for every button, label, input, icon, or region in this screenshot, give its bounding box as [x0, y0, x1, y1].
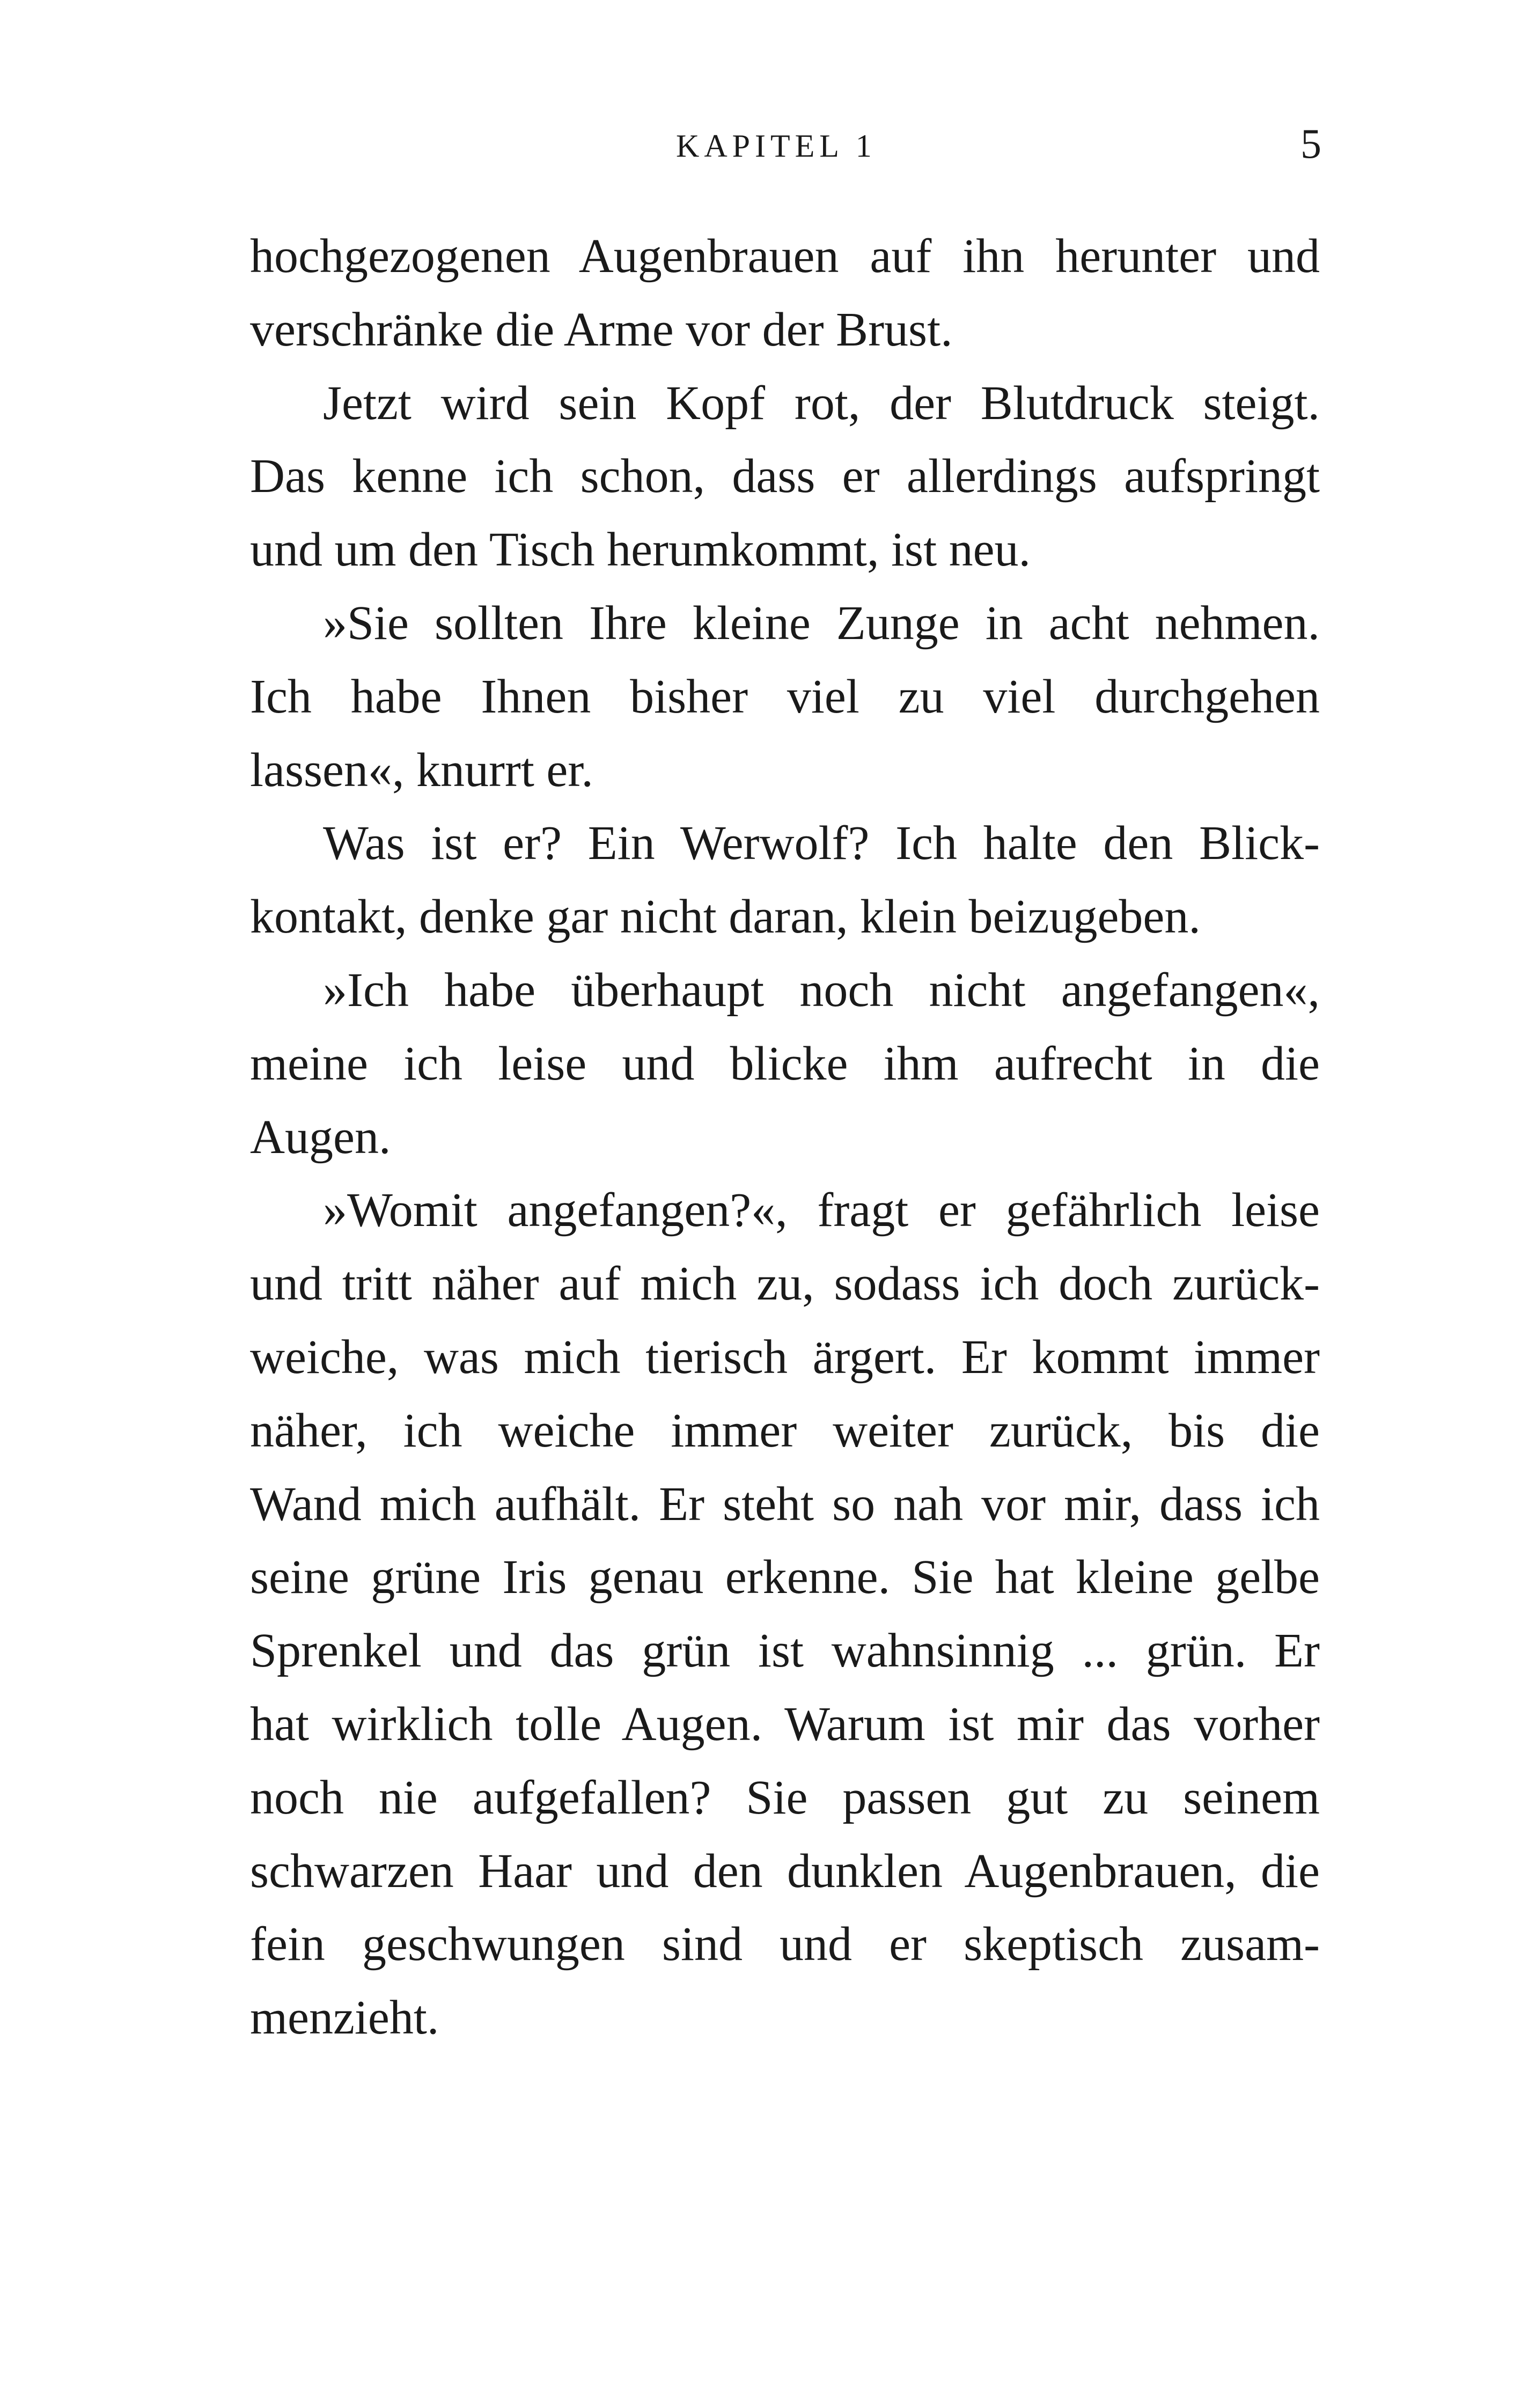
text-line: seine grüne Iris genau erkenne. Sie hat kleine gelbe [250, 1551, 1320, 1604]
text-line: schwarzen Haar und den dunklen Augenbrauen, die [250, 1844, 1320, 1898]
running-head-title: KAPITEL 1 [676, 128, 877, 164]
text-line: hochgezogenen Augenbrauen auf ihn herunter und [250, 230, 1320, 283]
body-text [250, 220, 1320, 2055]
paragraph [250, 1174, 1320, 2055]
text-line: lassen«, knurrt er. [250, 743, 593, 797]
text-line: »Womit angefangen?«, fragt er gefährlich leise [323, 1184, 1320, 1237]
text-line: noch nie aufgefallen? Sie passen gut zu seinem [250, 1771, 1320, 1824]
text-line: meine ich leise und blicke ihm aufrecht in die [250, 1037, 1320, 1090]
text-line: Ich habe Ihnen bisher viel zu viel durchgehen [250, 670, 1320, 723]
text-line: und um den Tisch herumkommt, ist neu. [250, 523, 1031, 577]
paragraph [250, 807, 1320, 954]
text-line: Das kenne ich schon, dass er allerdings aufspringt [250, 450, 1320, 503]
paragraph [250, 587, 1320, 807]
text-line: »Sie sollten Ihre kleine Zunge in acht nehmen. [323, 596, 1320, 650]
text-line: hat wirklich tolle Augen. Warum ist mir das vorher [250, 1697, 1320, 1751]
text-line: Wand mich aufhält. Er steht so nah vor mir, dass ich [250, 1477, 1320, 1531]
text-line: Was ist er? Ein Werwolf? Ich halte den Blick- [323, 817, 1320, 870]
text-line: verschränke die Arme vor der Brust. [250, 303, 953, 356]
text-line: »Ich habe überhaupt noch nicht angefangen«, [323, 963, 1320, 1017]
text-line: Jetzt wird sein Kopf rot, der Blutdruck steigt. [323, 376, 1320, 430]
text-line: kontakt, denke gar nicht daran, klein beizugeben. [250, 890, 1201, 944]
text-line: weiche, was mich tierisch ärgert. Er kommt immer [250, 1330, 1320, 1384]
text-line: Sprenkel und das grün ist wahnsinnig ... grün. Er [250, 1624, 1320, 1678]
paragraph [250, 367, 1320, 587]
text-line: Augen. [250, 1110, 391, 1164]
page-number: 5 [1300, 120, 1321, 167]
paragraph [250, 220, 1320, 367]
paragraph [250, 954, 1320, 1174]
text-line: näher, ich weiche immer weiter zurück, bis die [250, 1404, 1320, 1457]
text-line: fein geschwungen sind und er skeptisch zusam- [250, 1918, 1320, 1971]
text-line: und tritt näher auf mich zu, sodass ich doch zurück- [250, 1257, 1320, 1311]
text-line: menzieht. [250, 1991, 439, 2045]
